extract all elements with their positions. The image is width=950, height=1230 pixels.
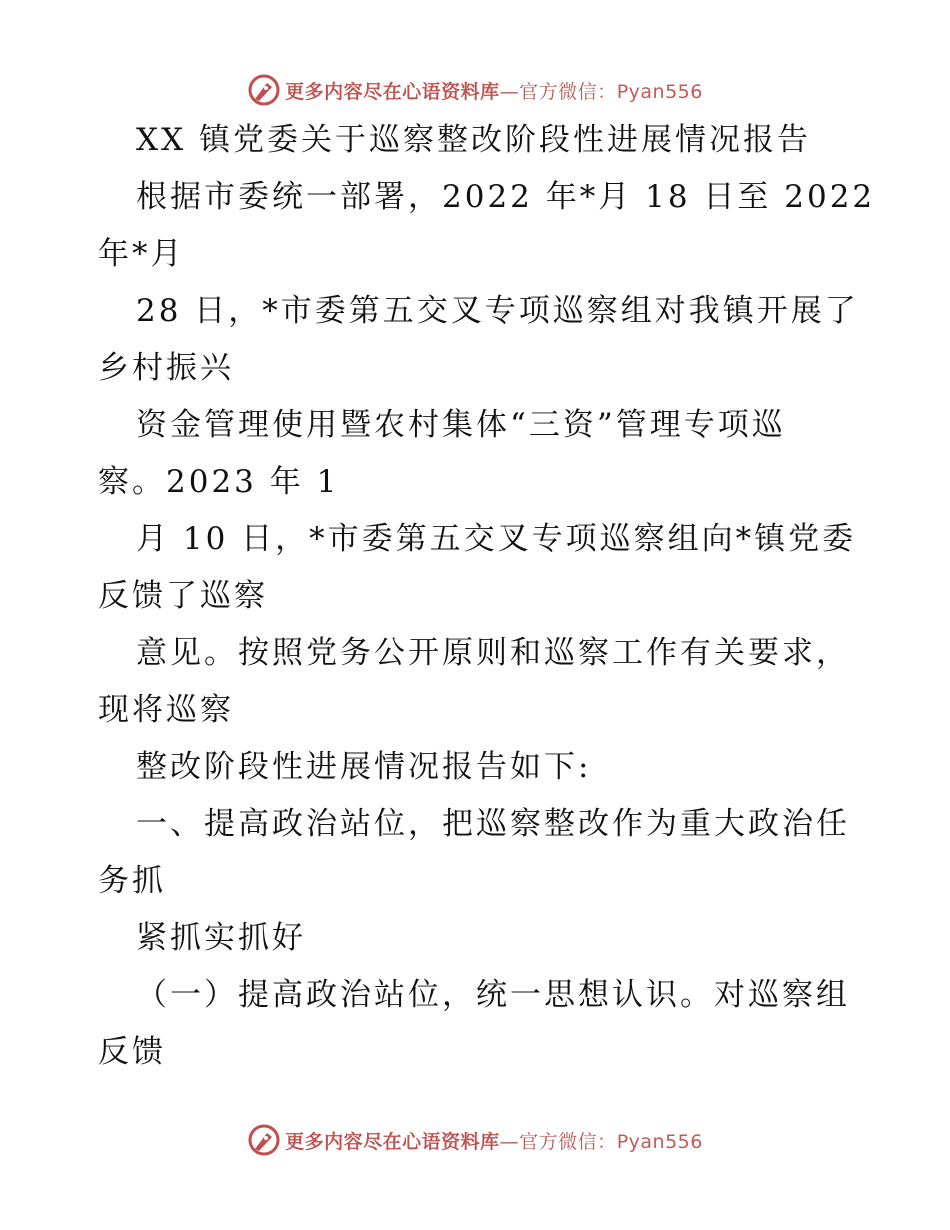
watermark-dash: — [499, 80, 520, 103]
watermark-wx-id: Pyan556 [616, 80, 703, 103]
document-title: XX 镇党委关于巡察整改阶段性进展情况报告 [136, 122, 811, 158]
watermark-text-wx: 官方微信： [519, 80, 617, 103]
paragraph-line: 月 10 日，*市委第五交叉专项巡察组向*镇党委 [136, 521, 857, 557]
paragraph-line: 根据市委统一部署，2022 年*月 18 日至 2022 [136, 179, 876, 215]
document-body [98, 122, 876, 1093]
watermark-text [285, 1127, 703, 1154]
paragraph-line: 意见。按照党务公开原则和巡察工作有关要求， [136, 635, 850, 671]
pen-nib-circle-icon [247, 1123, 281, 1157]
paragraph-line: 整改阶段性进展情况报告如下: [136, 749, 592, 785]
watermark-content [247, 73, 703, 107]
section-heading: 一、提高政治站位，把巡察整改作为重大政治任 [136, 806, 850, 842]
watermark-text-cn: 更多内容尽在心语资料库 [285, 1130, 500, 1153]
watermark-dash: — [499, 1130, 520, 1153]
subsection-heading: （一）提高政治站位，统一思想认识。对巡察组 [136, 977, 850, 1013]
watermark-banner-top [0, 70, 950, 110]
paragraph-line: 反馈 [98, 1034, 166, 1070]
watermark-banner-bottom [0, 1120, 950, 1160]
paragraph-line: 乡村振兴 [98, 350, 234, 386]
watermark-text-cn: 更多内容尽在心语资料库 [285, 80, 500, 103]
watermark-text [285, 77, 703, 104]
paragraph-line: 资金管理使用暨农村集体“三资”管理专项巡 [136, 407, 786, 443]
watermark-content [247, 1123, 703, 1157]
section-heading-cont: 务抓 [98, 863, 166, 899]
paragraph-line: 28 日，*市委第五交叉专项巡察组对我镇开展了 [136, 293, 859, 329]
pen-nib-circle-icon [247, 73, 281, 107]
watermark-wx-id: Pyan556 [616, 1130, 703, 1153]
watermark-text-wx: 官方微信： [519, 1130, 617, 1153]
paragraph-line: 年*月 [98, 236, 185, 272]
paragraph-line: 察。2023 年 1 [98, 464, 340, 500]
paragraph-line: 紧抓实抓好 [136, 920, 306, 956]
paragraph-line: 现将巡察 [98, 692, 234, 728]
paragraph-line: 反馈了巡察 [98, 578, 268, 614]
